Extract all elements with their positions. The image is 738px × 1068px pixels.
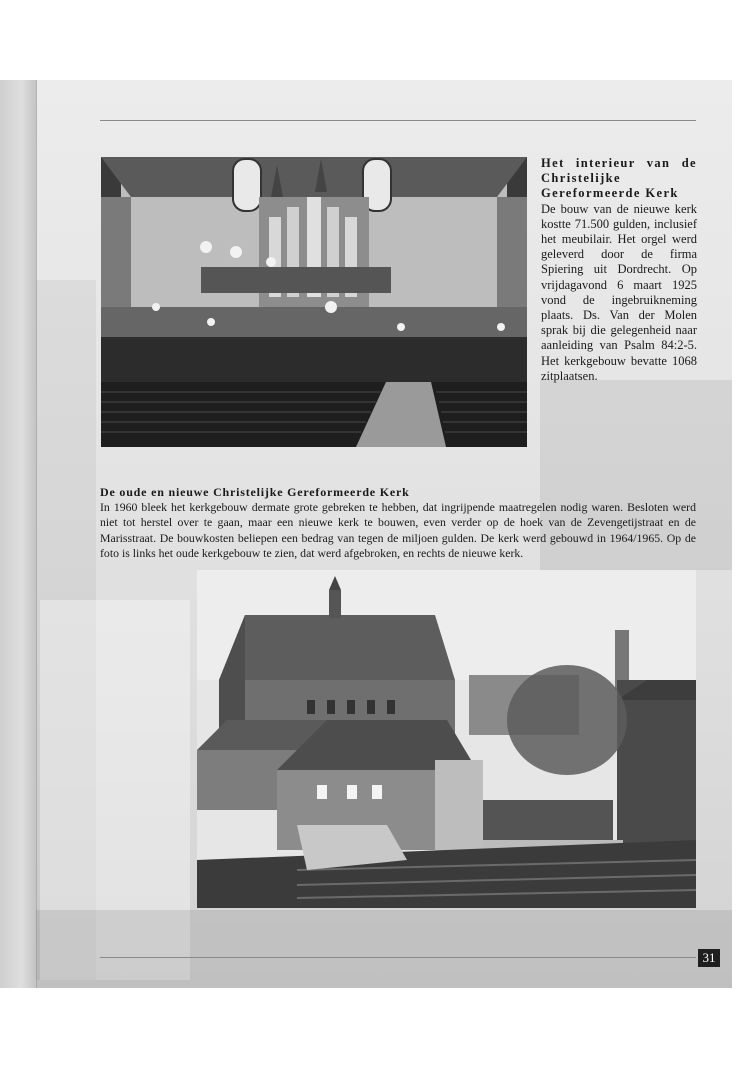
church-interior-photo bbox=[101, 157, 527, 447]
page-number: 31 bbox=[698, 949, 720, 967]
page-gutter bbox=[0, 80, 37, 988]
church-exterior-photo bbox=[197, 570, 696, 908]
background-townscape bbox=[36, 910, 732, 988]
section-text bbox=[100, 485, 696, 561]
church-interior-illustration bbox=[101, 157, 527, 447]
interior-caption-body: De bouw van de nieuwe kerk kostte 71.500 gulden, inclusief het meubilair. Het orgel werd geleverd door de firma Spiering uit Dordrecht. Op vrijdagavond 6 maart 1925 vond de ingebruikneming plaats. Ds. Van der Molen sprak bij die gelegenheid naar aanleiding van Psalm 84:2-5. Het kerkgebouw bevatte 1068 zitplaatsen. bbox=[541, 201, 697, 383]
section-heading: De oude en nieuwe Christelijke Gereformeerde Kerk bbox=[100, 485, 410, 499]
bottom-rule bbox=[100, 957, 696, 958]
church-exterior-illustration bbox=[197, 570, 696, 908]
interior-caption-title: Het interieur van de Christelijke Gereformeerde Kerk bbox=[541, 156, 697, 201]
book-page bbox=[0, 80, 732, 988]
top-rule bbox=[100, 120, 696, 121]
interior-caption bbox=[541, 156, 697, 384]
section-body: In 1960 bleek het kerkgebouw dermate grote gebreken te hebben, dat ingrijpende maatregelen nodig waren. Besloten werd niet tot herstel over te gaan, maar een nieuwe kerk te bouwen, even verder op de hoek van de Zevengetijstraat en de Marisstraat. De bouwkosten beliepen een bedrag van tegen de miljoen gulden. De kerk werd gebouwd in 1964/1965. Op de foto is links het oude kerkgebouw te zien, dat werd afgebroken, en rechts de nieuwe kerk. bbox=[100, 500, 696, 560]
